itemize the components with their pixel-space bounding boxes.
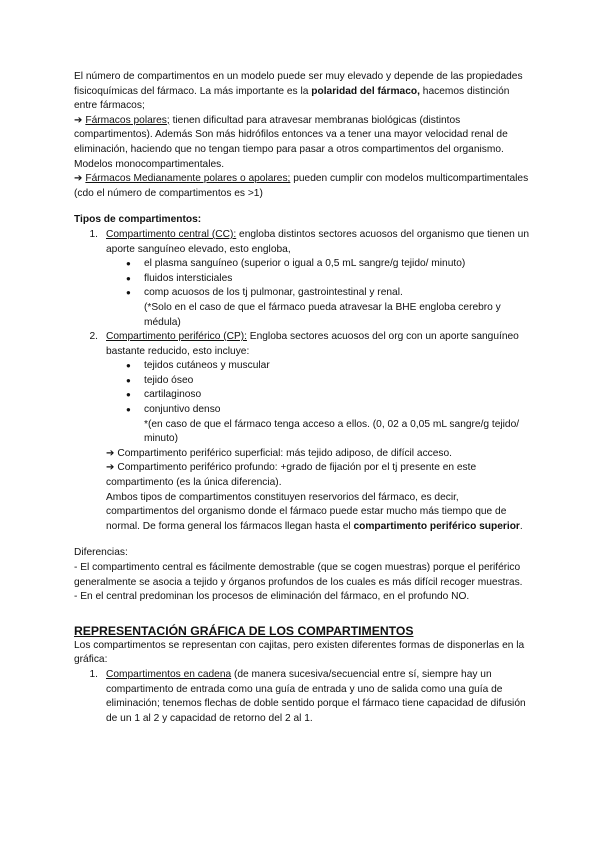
- bullet-icon: ●: [126, 405, 131, 415]
- bullet-icon: ●: [126, 259, 131, 269]
- bullet-icon: ●: [126, 361, 131, 371]
- peripheral-note: *(en caso de que el fármaco tenga acceso a ellos. (0, 02 a 0,05 mL sangre/g tejido/ minuto): [144, 418, 520, 445]
- intro-paragraph: El número de compartimentos en un modelo puede ser muy elevado y depende de las propiedades fisicoquímicas del fármaco. La más importante es la polaridad del fármaco, hacemos distinción entre fármacos;: [74, 71, 523, 112]
- profundo-line: ➔ Compartimento periférico profundo: +grado de fijación por el tj presente en este compartimento (es la única diferencia).: [106, 462, 477, 489]
- list-item: ● fluidos intersticiales: [74, 272, 534, 287]
- bullet-icon: ●: [126, 375, 131, 385]
- bullet-icon: ●: [126, 390, 131, 400]
- representacion-intro: Los compartimentos se representan con cajitas, pero existen diferentes formas de disponerlas en la gráfica:: [74, 639, 525, 666]
- arrow-icon: ➔: [74, 114, 86, 126]
- arrow-icon: ➔: [74, 173, 86, 185]
- central-note: (*Solo en el caso de que el fármaco pueda atravesar la BHE engloba cerebro y médula): [144, 301, 501, 328]
- central-compartment-item: 1. Compartimento central (CC): engloba distintos sectores acuosos del organismo que tienen un aporte sanguíneo elevado, esto engloba,: [89, 228, 530, 255]
- reservorios-paragraph: Ambos tipos de compartimentos constituyen reservorios del fármaco, es decir, compartimentos del organismo donde el fármaco puede estar mucho más tiempo que de normal. De forma general los fármacos llegan hasta el compartimento periférico superior.: [106, 491, 523, 532]
- tipos-heading: Tipos de compartimentos:: [74, 214, 202, 226]
- list-item: ● cartilaginoso: [74, 388, 534, 403]
- list-item: ● tejidos cutáneos y muscular: [74, 359, 534, 374]
- bullet-icon: ●: [126, 288, 131, 298]
- list-item: ● tejido óseo: [74, 374, 534, 389]
- list-item: ● el plasma sanguíneo (superior o igual a 0,5 mL sangre/g tejido/ minuto): [74, 257, 534, 272]
- list-item: ● conjuntivo denso: [74, 403, 534, 418]
- polar-drugs-paragraph: ➔ Fármacos polares; tienen dificultad para atravesar membranas biológicas (distintos compartimentos). Además Son más hidrófilos entonces va a tener una mayor velocidad renal de eliminación, haciendo que no tengan tiempo para pasar a otros compartimentos del organismo. Modelos monocompartimentales.: [74, 114, 508, 170]
- list-item: ● comp acuosos de los tj pulmonar, gastrointestinal y renal.: [74, 286, 534, 301]
- section-title: REPRESENTACIÓN GRÁFICA DE LOS COMPARTIMENTOS: [74, 623, 414, 638]
- apolar-drugs-paragraph: ➔ Fármacos Medianamente polares o apolares; pueden cumplir con modelos multicompartimentales (cdo el número de compartimentos es >1): [74, 173, 529, 199]
- peripheral-compartment-item: 2. Compartimento periférico (CP): Engloba sectores acuosos del org con un aporte sanguíneo bastante reducido, esto incluye:: [89, 331, 519, 357]
- bullet-icon: ●: [126, 273, 131, 283]
- diferencias-line-1: - El compartimento central es fácilmente demostrable (que se cogen muestras) porque el periférico generalmente se asocia a tejido y órganos profundos de los cuales es más difícil recoger muestras.: [74, 562, 523, 588]
- diferencias-heading: Diferencias:: [74, 547, 128, 559]
- diferencias-line-2: - En el central predominan los procesos de eliminación del fármaco, en el profundo NO.: [74, 591, 470, 603]
- cadena-item: 1. Compartimentos en cadena (de manera sucesiva/secuencial entre sí, siempre hay un compartimento de entrada como una guía de entrada y uno de salida como una guía de eliminación; tenemos flechas de doble sentido porque el fármaco tiene capacidad de difusión de un 1 al 2 y capacidad de retorno del 2 al 1.: [89, 668, 526, 724]
- superficial-line: ➔ Compartimento periférico superficial: más tejido adiposo, de difícil acceso.: [106, 447, 453, 459]
- document-page: [74, 70, 534, 726]
